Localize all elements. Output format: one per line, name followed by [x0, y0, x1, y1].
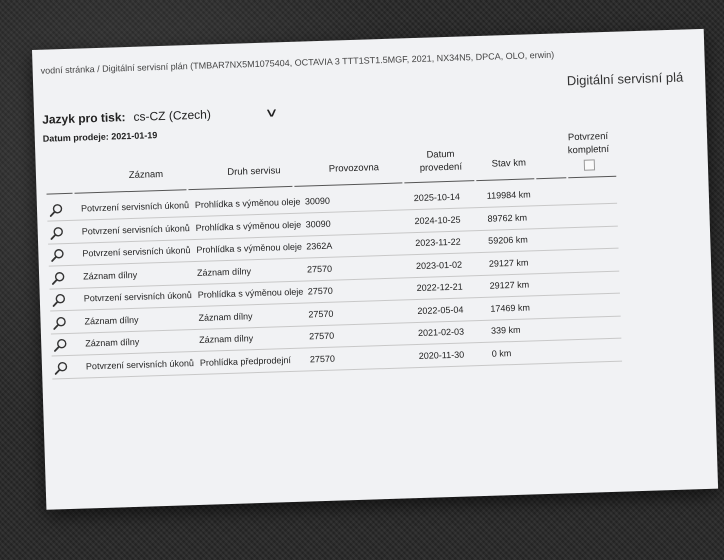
cell-workshop: 27570: [307, 285, 333, 297]
header-date-line2: provedení: [419, 161, 463, 174]
header-date-line1: Datum: [426, 148, 455, 161]
cell-workshop: 27570: [308, 330, 335, 342]
cell-date: 2023-01-02: [415, 259, 463, 271]
header-line-blank: [536, 177, 566, 179]
header-line-icon-col: [47, 193, 73, 195]
cell-record: Potvrzení servisních úkonů: [80, 200, 190, 214]
cell-mileage: 29127 km: [488, 257, 529, 269]
magnifier-icon[interactable]: [51, 271, 65, 285]
cell-mileage: 59206 km: [488, 234, 528, 246]
cell-mileage: 0 km: [491, 347, 512, 359]
cell-service-type: Prohlídka s výměnou oleje: [197, 286, 304, 300]
header-line-service: [188, 186, 292, 190]
language-label: Jazyk pro tisk:: [41, 110, 126, 127]
cell-workshop: 2362A: [306, 240, 333, 252]
header-line-date: [404, 180, 474, 183]
cell-workshop: 27570: [309, 353, 336, 364]
cell-mileage: 89762 km: [487, 212, 528, 224]
cell-date: 2021-02-03: [417, 326, 465, 339]
chevron-down-icon[interactable]: ∨: [263, 105, 279, 120]
cell-service-type: Záznam dílny: [199, 333, 254, 345]
language-value: cs-CZ (Czech): [133, 107, 212, 124]
cell-mileage: 119984 km: [486, 189, 531, 201]
cell-service-type: Záznam dílny: [196, 265, 252, 278]
cell-mileage: 17469 km: [490, 301, 531, 314]
cell-workshop: 30090: [304, 195, 331, 207]
cell-record: Záznam dílny: [82, 269, 138, 282]
cell-mileage: 29127 km: [489, 279, 530, 291]
cell-date: 2023-11-22: [415, 236, 461, 249]
printed-document: [32, 29, 718, 510]
header-line-workshop: [294, 182, 402, 186]
cell-service-type: Prohlídka předprodejní: [199, 354, 292, 368]
cell-workshop: 27570: [308, 308, 334, 319]
cell-record: Záznam dílny: [85, 336, 140, 349]
header-service-type: Druh servisu: [227, 165, 281, 178]
cell-date: 2022-12-21: [416, 281, 463, 294]
cell-service-type: Prohlídka s výměnou oleje: [194, 196, 301, 210]
document-header-line: vodní stránka / Digitální servisní plán (TMBAR7NX5M1075404, OCTAVIA 3 TTT1ST1.5MGF, 2021, NX34N5, DPCA, OLO, erwin): [40, 49, 555, 76]
cell-date: 2022-05-04: [417, 304, 464, 316]
cell-mileage: 339 km: [490, 324, 521, 336]
cell-service-type: Prohlídka s výměnou oleje: [196, 241, 303, 255]
cell-record: Potvrzení servisních úkonů: [83, 290, 192, 304]
cell-record: Potvrzení servisních úkonů: [81, 222, 190, 237]
header-record: Záznam: [128, 168, 164, 182]
cell-workshop: 27570: [306, 263, 333, 274]
cell-record: Potvrzení servisních úkonů: [82, 245, 191, 259]
magnifier-icon[interactable]: [49, 203, 63, 217]
confirm-all-checkbox[interactable]: [584, 159, 595, 170]
header-line-record: [75, 189, 187, 194]
header-mileage: Stav km: [491, 157, 527, 170]
cell-service-type: Záznam dílny: [198, 310, 253, 323]
cell-record: Potvrzení servisních úkonů: [85, 357, 195, 371]
magnifier-icon[interactable]: [54, 361, 68, 375]
language-selector[interactable]: [41, 105, 279, 127]
cell-date: 2025-10-14: [413, 191, 461, 204]
sale-date: Datum prodeje: 2021-01-19: [42, 130, 158, 144]
header-confirm-line1: Potvrzení: [567, 130, 609, 144]
header-confirm-line2: kompletní: [567, 143, 610, 157]
header-date: [405, 147, 476, 175]
cell-record: Záznam dílny: [84, 314, 139, 326]
magnifier-icon[interactable]: [50, 248, 64, 262]
magnifier-icon[interactable]: [50, 226, 64, 240]
magnifier-icon[interactable]: [52, 316, 66, 330]
cell-date: 2020-11-30: [418, 349, 465, 361]
header-line-confirm: [568, 176, 616, 179]
magnifier-icon[interactable]: [53, 338, 67, 352]
cell-date: 2024-10-25: [414, 214, 461, 226]
cell-service-type: Prohlídka s výměnou oleje: [195, 219, 302, 233]
document-title: Digitální servisní plá: [566, 69, 684, 89]
cell-workshop: 30090: [305, 218, 331, 229]
header-workshop: Provozovna: [328, 162, 380, 175]
magnifier-icon[interactable]: [52, 293, 66, 307]
header-line-mileage: [476, 178, 534, 181]
header-confirm: [553, 129, 624, 157]
